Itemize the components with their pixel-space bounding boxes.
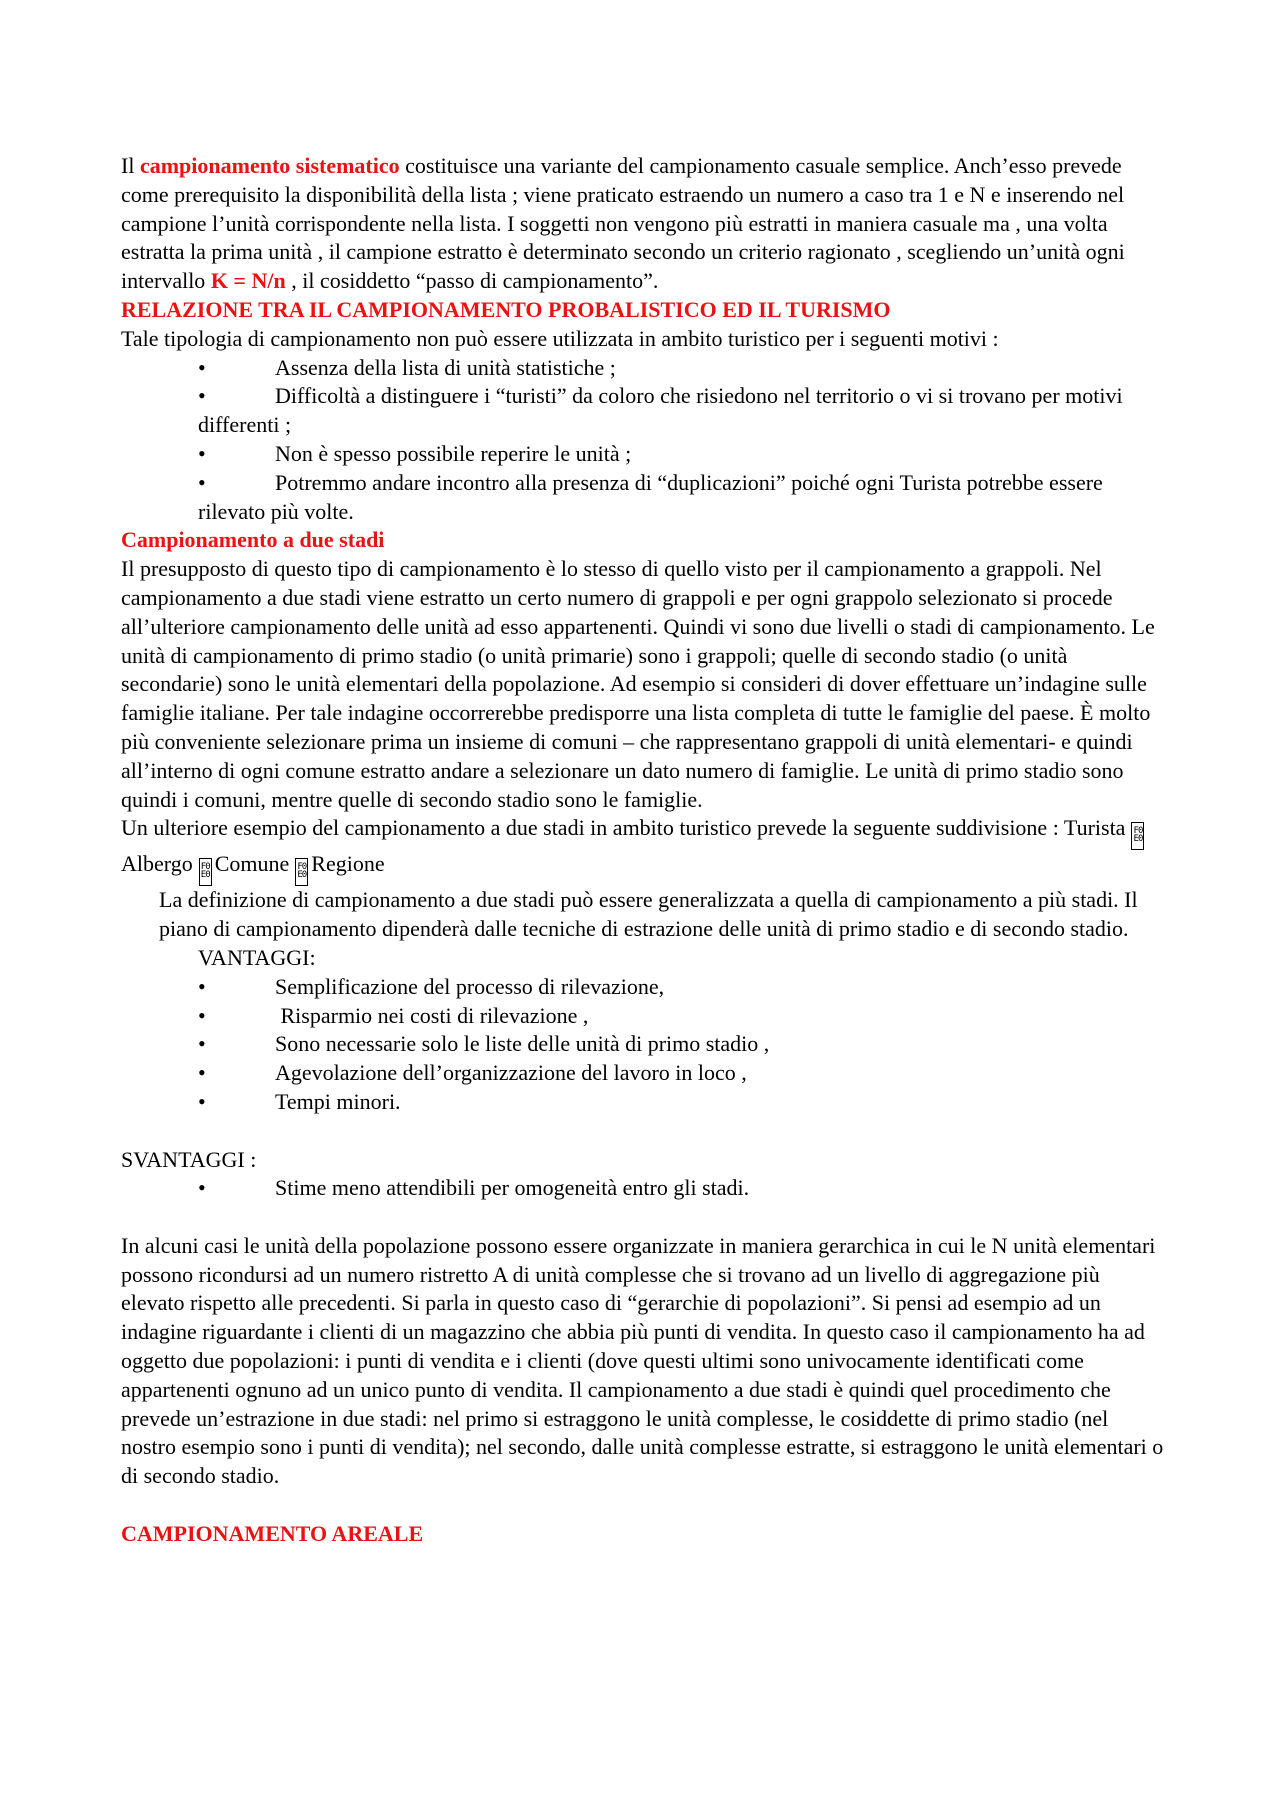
list-item-text: Non è spesso possibile reperire le unità ; (275, 440, 632, 466)
missing-glyph-icon: F0 E0 (199, 858, 212, 886)
bullet-icon: • (198, 1060, 206, 1086)
bullet-icon: • (198, 1088, 206, 1114)
list-item (198, 382, 1166, 440)
bullet-icon: • (198, 1002, 206, 1028)
list-item (198, 354, 1166, 383)
bullet-icon: • (198, 440, 206, 466)
missing-glyph-icon: F0 E0 (1131, 822, 1144, 850)
section2-heading: Campionamento a due stadi (121, 527, 385, 553)
bullet-icon: • (198, 469, 206, 495)
list-item-text: Stime meno attendibili per omogeneità entro gli stadi. (275, 1175, 750, 1201)
section2-paragraph-2 (121, 814, 1166, 886)
list-item-text: Risparmio nei costi di rilevazione , (275, 1002, 589, 1028)
intro-il: Il (121, 153, 135, 178)
section3-heading: CAMPIONAMENTO AREALE (121, 1520, 424, 1546)
list-item (198, 1002, 1166, 1031)
document-page (121, 152, 1166, 1549)
list-item-text: Assenza della lista di unità statistiche ; (275, 354, 616, 380)
list-item (198, 1088, 1166, 1117)
list-item-text: Tempi minori. (275, 1088, 401, 1114)
section1-heading: RELAZIONE TRA IL CAMPIONAMENTO PROBALISTICO ED IL TURISMO (121, 296, 891, 322)
list-item-text: Semplificazione del processo di rilevazione, (275, 973, 665, 999)
chain-item: Comune (214, 851, 290, 877)
spacer (121, 1491, 1166, 1520)
spacer (121, 1203, 1166, 1232)
chain-item: Regione (311, 851, 385, 877)
intro-paragraph (121, 152, 1166, 296)
section2-paragraph-2-start: Un ulteriore esempio del campionamento a due stadi in ambito turistico prevede la seguente suddivisione : Turista (121, 815, 1126, 841)
list-item-text: Difficoltà a distinguere i “turisti” da coloro che risiedono nel territorio o vi si trovano per motivi differenti ; (198, 383, 1123, 438)
spacer (121, 1117, 1166, 1146)
vantaggi-label: VANTAGGI: (198, 944, 316, 970)
intro-formula: K = N/n (210, 268, 286, 294)
svantaggi-label: SVANTAGGI : (121, 1146, 257, 1172)
bullet-icon: • (198, 383, 206, 409)
missing-glyph-icon: F0 E0 (295, 858, 308, 886)
chain-item: Albergo (121, 851, 193, 877)
list-item-text: Sono necessarie solo le liste delle unità di primo stadio , (275, 1031, 770, 1057)
section2-paragraph-1: Il presupposto di questo tipo di campionamento è lo stesso di quello visto per il campionamento a grappoli. Nel campionamento a due stadi viene estratto un certo numero di grappoli e per ogni grappolo selezionato si procede all’ulteriore campionamento delle unità ad esso appartenenti. Quindi vi sono due livelli o stadi di campionamento. Le unità di campionamento di primo stadio (o unità primarie) sono i grappoli; quelle di secondo stadio (o unità secondarie) sono le unità elementari della popolazione. Ad esempio si consideri di dover effettuare un’indagine sulle famiglie italiane. Per tale indagine occorrerebbe predisporre una lista completa di tutte le famiglie del paese. È molto più conveniente selezionare prima un insieme di comuni – che rappresentano grappoli di unità elementari- e quindi all’interno di ogni comune estratto andare a selezionare un dato numero di famiglie. Le unità di primo stadio sono quindi i comuni, mentre quelle di secondo stadio sono le famiglie. (121, 556, 1155, 812)
intro-text2: , il cosiddetto “passo di campionamento”. (291, 268, 659, 294)
intro-term: campionamento sistematico (139, 153, 400, 178)
bullet-icon: • (198, 354, 206, 380)
list-item-text: Agevolazione dell’organizzazione del lavoro in loco , (275, 1060, 747, 1086)
list-item (198, 469, 1166, 527)
list-item (198, 1030, 1166, 1059)
bullet-icon: • (198, 973, 206, 999)
section2-paragraph-3: La definizione di campionamento a due stadi può essere generalizzata a quella di campionamento a più stadi. Il piano di campionamento dipenderà dalle tecniche di estrazione delle unità di primo stadio e di secondo stadio. (159, 887, 1138, 942)
section2-paragraph-4: In alcuni casi le unità della popolazione possono essere organizzate in maniera gerarchica in cui le N unità elementari possono ricondursi ad un numero ristretto A di unità complesse che si trovano ad un livello di aggregazione più elevato rispetto alle precedenti. Si parla in questo caso di “gerarchie di popolazioni”. Si pensi ad esempio ad un indagine riguardante i clienti di un magazzino che abbia più punti di vendita. In questo caso il campionamento ha ad oggetto due popolazioni: i punti di vendita e i clienti (dove questi ultimi sono univocamente identificati come appartenenti ognuno ad un unico punto di vendita. Il campionamento a due stadi è quindi quel procedimento che prevede un’estrazione in due stadi: nel primo si estraggono le unità complesse, le cosiddette di primo stadio (nel nostro esempio sono i punti di vendita); nel secondo, dalle unità complesse estratte, si estraggono le unità elementari o di secondo stadio. (121, 1232, 1164, 1489)
list-item (198, 1059, 1166, 1088)
list-item (198, 973, 1166, 1002)
section1-lead: Tale tipologia di campionamento non può essere utilizzata in ambito turistico per i seguenti motivi : (121, 325, 999, 351)
bullet-icon: • (198, 1175, 206, 1201)
bullet-icon: • (198, 1031, 206, 1057)
intro-text1: costituisce una variante del campionamento casuale semplice. Anch’esso prevede come prerequisito la disponibilità della lista ; viene praticato estraendo un numero a caso tra 1 e N e inserendo nel campione l’unità corrispondente nella lista. I soggetti non vengono più estratti in maniera casuale ma , una volta estratta la prima unità , il campione estratto è determinato secondo un criterio ragionato , scegliendo un’unità ogni intervallo (121, 153, 1125, 294)
list-item-text: Potremmo andare incontro alla presenza di “duplicazioni” poiché ogni Turista potrebbe essere rilevato più volte. (198, 469, 1103, 524)
list-item (198, 1174, 1166, 1203)
list-item (198, 440, 1166, 469)
